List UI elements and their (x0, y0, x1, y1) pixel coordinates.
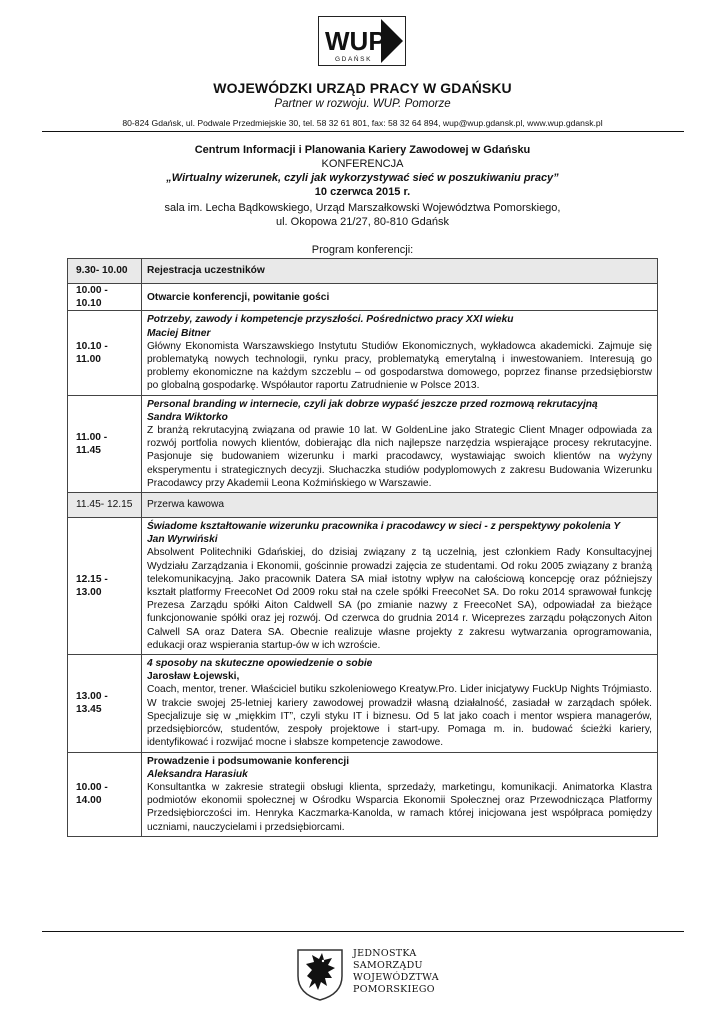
org-name: WOJEWÓDZKI URZĄD PRACY W GDAŃSKU (213, 80, 512, 96)
time-cell: 11.45- 12.15 (68, 493, 142, 518)
session-title: Świadome kształtowanie wizerunku pracownika i pracodawcy w sieci - z perspektywy pokolenia Y (147, 521, 621, 533)
table-row (68, 655, 658, 752)
speaker-bio: Coach, mentor, trener. Właściciel butiku szkoleniowego Kreatyw.Pro. Lider inicjatywy FuckUp Nights Trójmiasto. W trakcie swojej 25-letniej kariery zawodowej prowadził własną działalność, zasiadał w zarządach spółek. Specjalizuje się w „miękkim IT”, czyli styku IT i biznesu. Od 5 lat jako coach i mentor wspiera managerów, przedsiębiorców, studentów, zespoły projektowe i start-upy. Pomaga m. in. budować ścieżki kariery, identyfikować i rozwijać mocne i słabsze kompetencje zawodowe. (147, 684, 652, 749)
agenda-label: Otwarcie konferencji, powitanie gości (142, 284, 658, 311)
event-date: 10 czerwca 2015 r. (314, 186, 411, 198)
table-row (68, 518, 658, 655)
time-cell: 10.00 - 14.00 (68, 752, 142, 836)
table-row (68, 259, 658, 284)
session-cell (142, 311, 658, 395)
footer-line: SAMORZĄDU (353, 960, 423, 971)
table-row (68, 395, 658, 492)
agenda-label: Przerwa kawowa (142, 493, 658, 518)
speaker-name: Maciej Bitner (147, 327, 211, 339)
event-type: KONFERENCJA (321, 158, 404, 170)
footer-text (353, 948, 439, 996)
session-title: 4 sposoby na skuteczne opowiedzenie o sobie (147, 658, 373, 670)
session-title: Personal branding w internecie, czyli jak dobrze wypaść jeszcze przed rozmową rekrutacyjną (147, 398, 598, 410)
time-cell: 10.10 - 11.00 (68, 311, 142, 395)
logo-text: WUP (325, 26, 386, 56)
event-title: „Wirtualny wizerunek, czyli jak wykorzystywać sieć w poszukiwaniu pracy” (166, 172, 559, 184)
speaker-bio: Z branżą rekrutacyjną związana od prawie 10 lat. W GoldenLine jako Strategic Client Mnager odpowiada za rozwój portfolia nowych klientów, dobierając dla nich najlepsze narzędzia wspierające procesy rekrutacyjne. Pasjonuje się budowaniem wizerunku i marki pracodawcy, wystawiając swoich klientów na wyżyny eksperymentu i strategicznych decyzji. Słuchaczka studiów podyplomowych z zakresu Budowania Wizerunku Pracodawcy przy Akademii Leona Koźmińskiego w Warszawie. (147, 425, 652, 489)
speaker-bio: Główny Ekonomista Warszawskiego Instytutu Studiów Ekonomicznych, wykładowca akademicki. Zajmuje się problematyką nowych technologii, rynku pracy, problematyką emerytalną i inwestowaniem. Interesują go problemy ekonomiczne na każdym szczeblu – od gospodarstwa domowego, poprzez finanse przedsiębiorstw po globalną gospodarkę. Współautor raportu Zatrudnienie w Polsce 2013. (147, 340, 652, 392)
speaker-bio: Absolwent Politechniki Gdańskiej, do dzisiaj związany z tą uczelnią, jest członkiem Rady Konsultacyjnej Wydziału Zarządzania i Ekonomii, gościnnie prowadzi zajęcia ze studentami. Od roku 2005 związany z branżą telekomunikacyjną. Jako pracownik Datera SA miał istotny wpływ na całościową koncepcję oraz późniejszy kształt platformy FreecoNet Od 2009 roku stał na czele spółki FreecoNet SA. Do roku 2014 sprawował funkcję Prezesa Zarządu spółki Aiton Caldwell SA (po zmianie nazwy z FreecoNet SA), odpowiadał za bieżące funkcjonowanie spółki oraz jej rozwój. Od czerwca do grudnia 2014 r. Wiceprezes zarządu połączonych Aiton Calwell SA oraz Datera SA. Obecnie realizuje własne projekty z zakresu wytwarzania oprogramowania, edukacji oraz wspierania startup-ów w ich wzroście. (147, 547, 652, 651)
program-label: Program konferencji: (311, 244, 414, 256)
footer-line: POMORSKIEGO (353, 984, 435, 995)
contact-line: 80-824 Gdańsk, ul. Podwale Przedmiejskie 30, tel. 58 32 61 801, fax: 58 32 64 894, wup@wup.gdansk.pl, www.wup.gdansk.pl (122, 118, 603, 128)
footer-line: JEDNOSTKA (353, 948, 417, 959)
footer-line: WOJEWÓDZTWA (353, 972, 439, 983)
event-venue-line1: sala im. Lecha Bądkowskiego, Urząd Marszałkowski Województwa Pomorskiego, (164, 202, 561, 214)
table-row (68, 311, 658, 395)
time-cell: 10.00 - 10.10 (68, 284, 142, 311)
pomeranian-griffin-icon (292, 940, 348, 1007)
speaker-name: Aleksandra Harasiuk (147, 768, 248, 780)
session-cell (142, 518, 658, 655)
session-cell (142, 752, 658, 836)
time-cell: 11.00 - 11.45 (68, 395, 142, 492)
footer-divider (42, 931, 684, 932)
speaker-name: Jan Wyrwiński (147, 534, 218, 546)
table-row (68, 284, 658, 311)
time-cell: 9.30- 10.00 (68, 259, 142, 284)
agenda-label: Rejestracja uczestników (142, 259, 658, 284)
tagline: Partner w rozwoju. WUP. Pomorze (274, 98, 451, 110)
session-cell (142, 655, 658, 752)
table-row (68, 752, 658, 836)
program-table (67, 258, 658, 837)
time-cell: 13.00 - 13.45 (68, 655, 142, 752)
table-row (68, 493, 658, 518)
logo-subtext: GDAŃSK (335, 56, 373, 63)
header-divider (42, 131, 684, 132)
speaker-name: Jarosław Łojewski, (147, 671, 240, 683)
speaker-bio: Konsultantka w zakresie strategii obsługi klienta, sprzedaży, marketingu, komunikacji. Animatorka Klastra podmiotów ekonomii społecznej w Ośrodku Wsparcia Ekonomii Społecznej oraz Przewodnicząca Platformy Przedsiębiorczości im. Henryka Kaczmarka-Kanolda, w ramach której inicjowana jest współpraca pomiędzy uczniami, nauczycielami i przedsiębiorcami. (147, 781, 652, 833)
session-title: Potrzeby, zawody i kompetencje przyszłości. Pośrednictwo pracy XXI wieku (147, 314, 514, 326)
event-venue-line2: ul. Okopowa 21/27, 80-810 Gdańsk (275, 216, 450, 228)
event-organizer: Centrum Informacji i Planowania Kariery Zawodowej w Gdańsku (194, 144, 531, 156)
session-cell (142, 395, 658, 492)
session-title: Prowadzenie i podsumowanie konferencji (147, 755, 350, 767)
wup-logo (318, 16, 406, 66)
time-cell: 12.15 - 13.00 (68, 518, 142, 655)
speaker-name: Sandra Wiktorko (147, 411, 228, 423)
